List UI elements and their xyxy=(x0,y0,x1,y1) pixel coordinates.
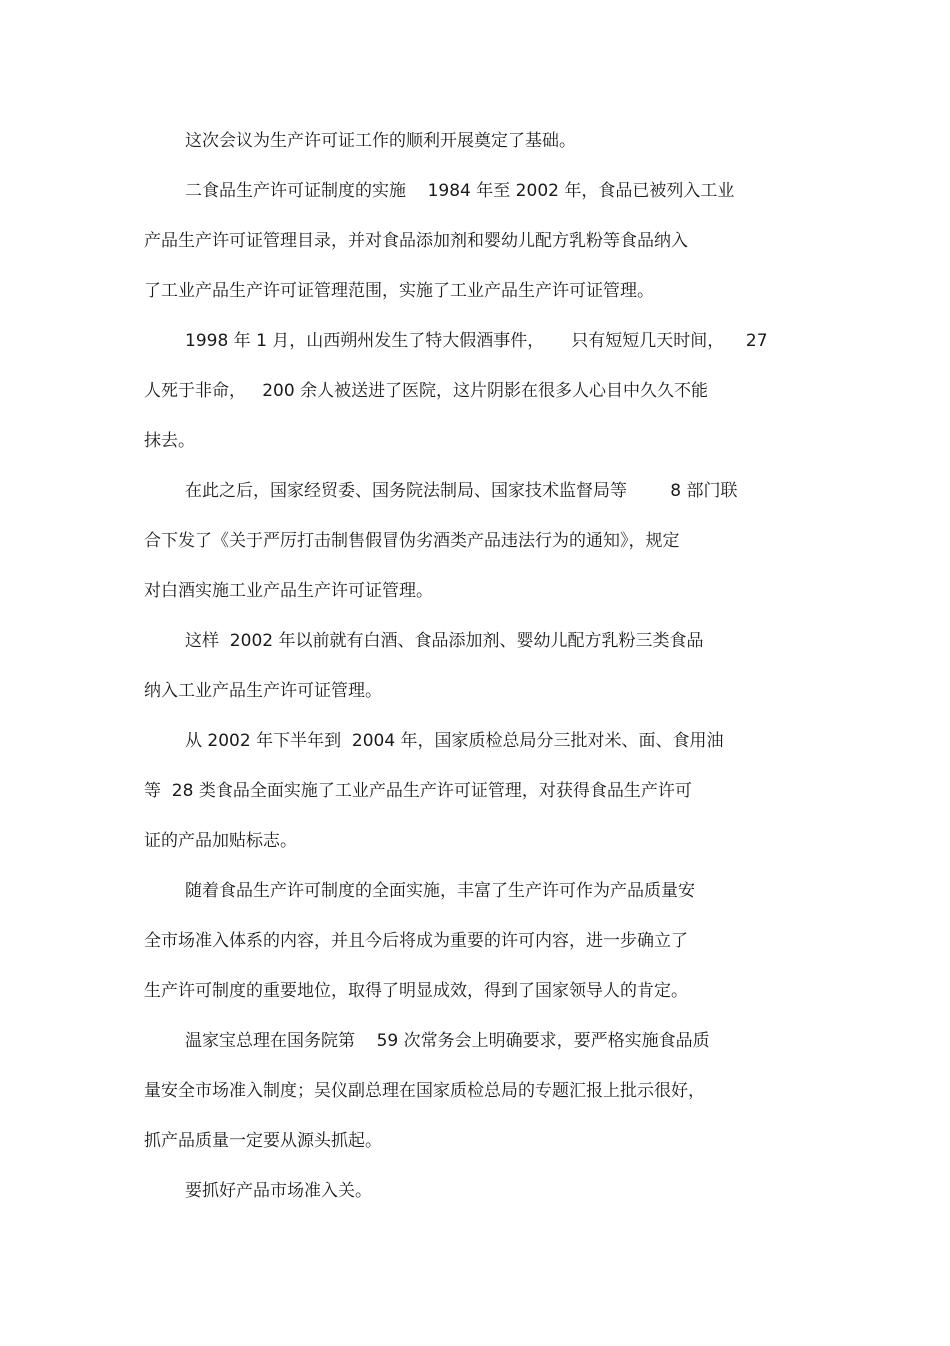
text-line: 了工业产品生产许可证管理范围，实施了工业产品生产许可证管理。 xyxy=(144,281,654,301)
text-line: 在此之后，国家经贸委、国务院法制局、国家技术监督局等 8 部门联 xyxy=(185,481,738,501)
text-line: 这样 2002 年以前就有白酒、食品添加剂、婴幼儿配方乳粉三类食品 xyxy=(185,631,704,651)
text-line: 温家宝总理在国务院第 59 次常务会上明确要求，要严格实施食品质 xyxy=(185,1031,710,1051)
text-line: 量安全市场准入制度；吴仪副总理在国家质检总局的专题汇报上批示很好， xyxy=(144,1081,705,1101)
text-line: 合下发了《关于严厉打击制售假冒伪劣酒类产品违法行为的通知》，规定 xyxy=(144,531,680,551)
text-line: 随着食品生产许可制度的全面实施，丰富了生产许可作为产品质量安 xyxy=(185,881,695,901)
text-line: 要抓好产品市场准入关。 xyxy=(185,1181,372,1201)
text-line: 人死于非命， 200 余人被送进了医院，这片阴影在很多人心目中久久不能 xyxy=(144,381,709,401)
text-line: 产品生产许可证管理目录，并对食品添加剂和婴幼儿配方乳粉等食品纳入 xyxy=(144,231,688,251)
text-line: 这次会议为生产许可证工作的顺利开展奠定了基础。 xyxy=(185,131,576,151)
text-line: 从 2002 年下半年到 2004 年，国家质检总局分三批对米、面、食用油 xyxy=(185,731,724,751)
text-line: 抹去。 xyxy=(144,431,195,451)
text-line: 1998 年 1 月，山西朔州发生了特大假酒事件， 只有短短几天时间， 27 xyxy=(185,331,768,351)
text-line: 全市场准入体系的内容，并且今后将成为重要的许可内容，进一步确立了 xyxy=(144,931,688,951)
text-line: 对白酒实施工业产品生产许可证管理。 xyxy=(144,581,433,601)
section-heading-line: 二食品生产许可证制度的实施 1984 年至 2002 年，食品已被列入工业 xyxy=(185,181,735,201)
text-line: 纳入工业产品生产许可证管理。 xyxy=(144,681,382,701)
text-line: 等 28 类食品全面实施了工业产品生产许可证管理，对获得食品生产许可 xyxy=(144,781,692,801)
text-line: 生产许可制度的重要地位，取得了明显成效，得到了国家领导人的肯定。 xyxy=(144,981,688,1001)
text-line: 证的产品加贴标志。 xyxy=(144,831,297,851)
text-line: 抓产品质量一定要从源头抓起。 xyxy=(144,1131,382,1151)
